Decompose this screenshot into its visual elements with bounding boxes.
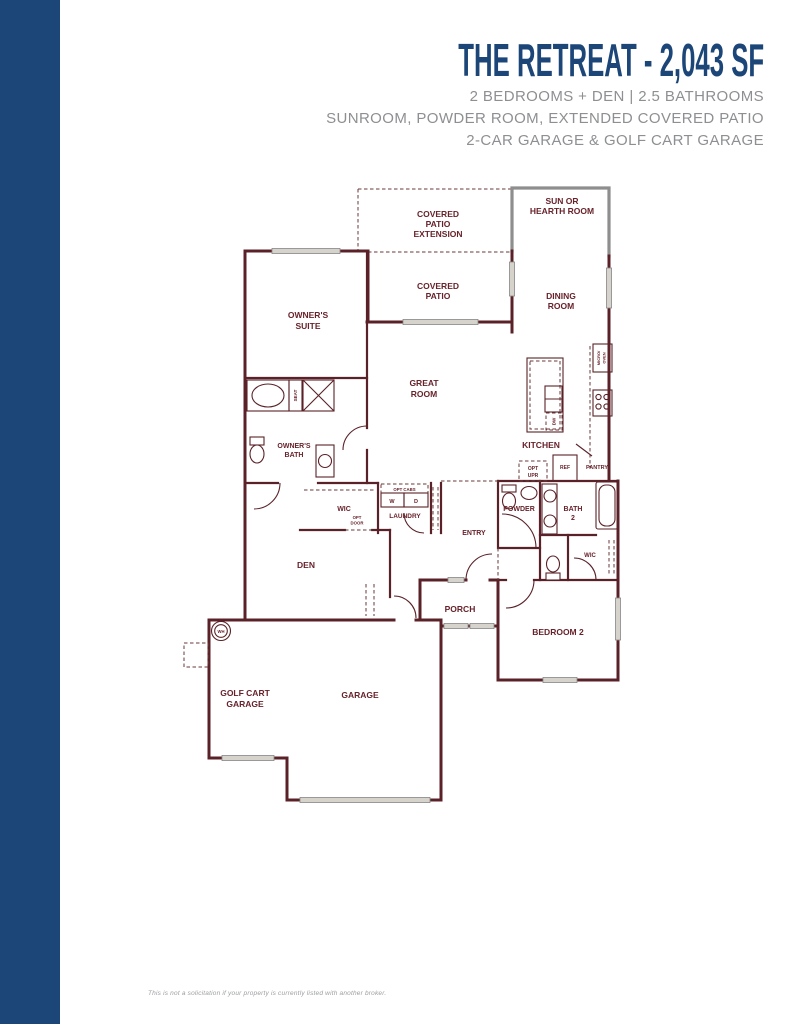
svg-text:GARAGE: GARAGE bbox=[226, 699, 264, 709]
label-seat: SEAT bbox=[293, 389, 298, 402]
svg-text:ROOM: ROOM bbox=[547, 301, 575, 311]
label-laundry: LAUNDRY bbox=[389, 513, 421, 520]
tub-owners bbox=[247, 380, 289, 411]
svg-text:UPR: UPR bbox=[527, 473, 539, 479]
svg-text:ROOM: ROOM bbox=[410, 389, 438, 399]
floor-plan-diagram bbox=[178, 172, 640, 817]
label-dining-room: DINING bbox=[546, 291, 576, 301]
svg-text:DOOR: DOOR bbox=[350, 520, 364, 526]
subtitle-block bbox=[218, 86, 764, 152]
header bbox=[218, 34, 764, 152]
svg-text:BATH: BATH bbox=[284, 452, 304, 459]
svg-text:OVEN: OVEN bbox=[601, 352, 607, 364]
label-garage: GARAGE bbox=[341, 690, 379, 700]
label-owners-suite: OWNER'S bbox=[287, 310, 329, 320]
svg-text:HEARTH ROOM: HEARTH ROOM bbox=[529, 206, 595, 216]
label-pantry: PANTRY bbox=[586, 465, 608, 471]
label-sun-or-hearth-room: SUN OR bbox=[545, 196, 579, 206]
windows bbox=[222, 248, 621, 802]
label-micro-oven bbox=[596, 350, 607, 365]
door-arcs bbox=[254, 426, 596, 618]
svg-text:MICRO/: MICRO/ bbox=[596, 350, 601, 366]
label-dryer: D bbox=[414, 499, 418, 505]
label-opt-door: OPT bbox=[352, 515, 362, 520]
toilet-powder bbox=[502, 485, 516, 492]
svg-text:PATIO: PATIO bbox=[425, 219, 451, 229]
label-golf-cart-garage: GOLF CART bbox=[220, 688, 270, 698]
label-covered-patio-extension: COVERED bbox=[416, 209, 460, 219]
room-labels bbox=[218, 196, 609, 709]
page-title: THE RETREAT - 2,043 SF bbox=[458, 34, 764, 86]
label-bedroom-2: BEDROOM 2 bbox=[532, 627, 584, 637]
label-wic-owners: WIC bbox=[337, 506, 351, 513]
label-owners-bath: OWNER'S bbox=[277, 443, 311, 450]
svg-text:2: 2 bbox=[571, 515, 575, 522]
svg-text:PATIO: PATIO bbox=[425, 291, 451, 301]
label-wh: WH bbox=[217, 629, 225, 634]
sink-powder bbox=[521, 487, 537, 500]
subtitle-line-2: SUNROOM, POWDER ROOM, EXTENDED COVERED PATIO bbox=[326, 110, 764, 127]
label-dw: DW bbox=[551, 417, 557, 426]
label-ref: REF bbox=[560, 465, 570, 471]
toilet-owners bbox=[250, 437, 264, 445]
subtitle-line-3: 2-CAR GARAGE & GOLF CART GARAGE bbox=[466, 132, 764, 149]
label-entry: ENTRY bbox=[462, 530, 486, 537]
disclaimer-text: This is not a solicitation if your property is currently listed with another broker. bbox=[148, 990, 387, 997]
label-great-room: GREAT bbox=[409, 378, 439, 388]
label-opt-upr: OPT bbox=[527, 466, 539, 472]
label-wic-bath2: WIC bbox=[584, 553, 596, 559]
toilet-bath2 bbox=[547, 556, 560, 572]
subtitle-line-1: 2 BEDROOMS + DEN | 2.5 BATHROOMS bbox=[469, 88, 764, 105]
label-powder: POWDER bbox=[503, 506, 535, 513]
label-den: DEN bbox=[297, 560, 315, 570]
label-washer: W bbox=[389, 499, 395, 505]
svg-text:SUITE: SUITE bbox=[295, 321, 321, 331]
label-covered-patio: COVERED bbox=[416, 281, 460, 291]
label-kitchen: KITCHEN bbox=[522, 440, 560, 450]
label-bath-2: BATH bbox=[563, 506, 583, 513]
label-opt-cabs: OPT CABS bbox=[393, 486, 416, 492]
left-accent-bar bbox=[0, 0, 60, 1024]
svg-text:EXTENSION: EXTENSION bbox=[413, 229, 463, 239]
label-porch: PORCH bbox=[444, 604, 476, 614]
